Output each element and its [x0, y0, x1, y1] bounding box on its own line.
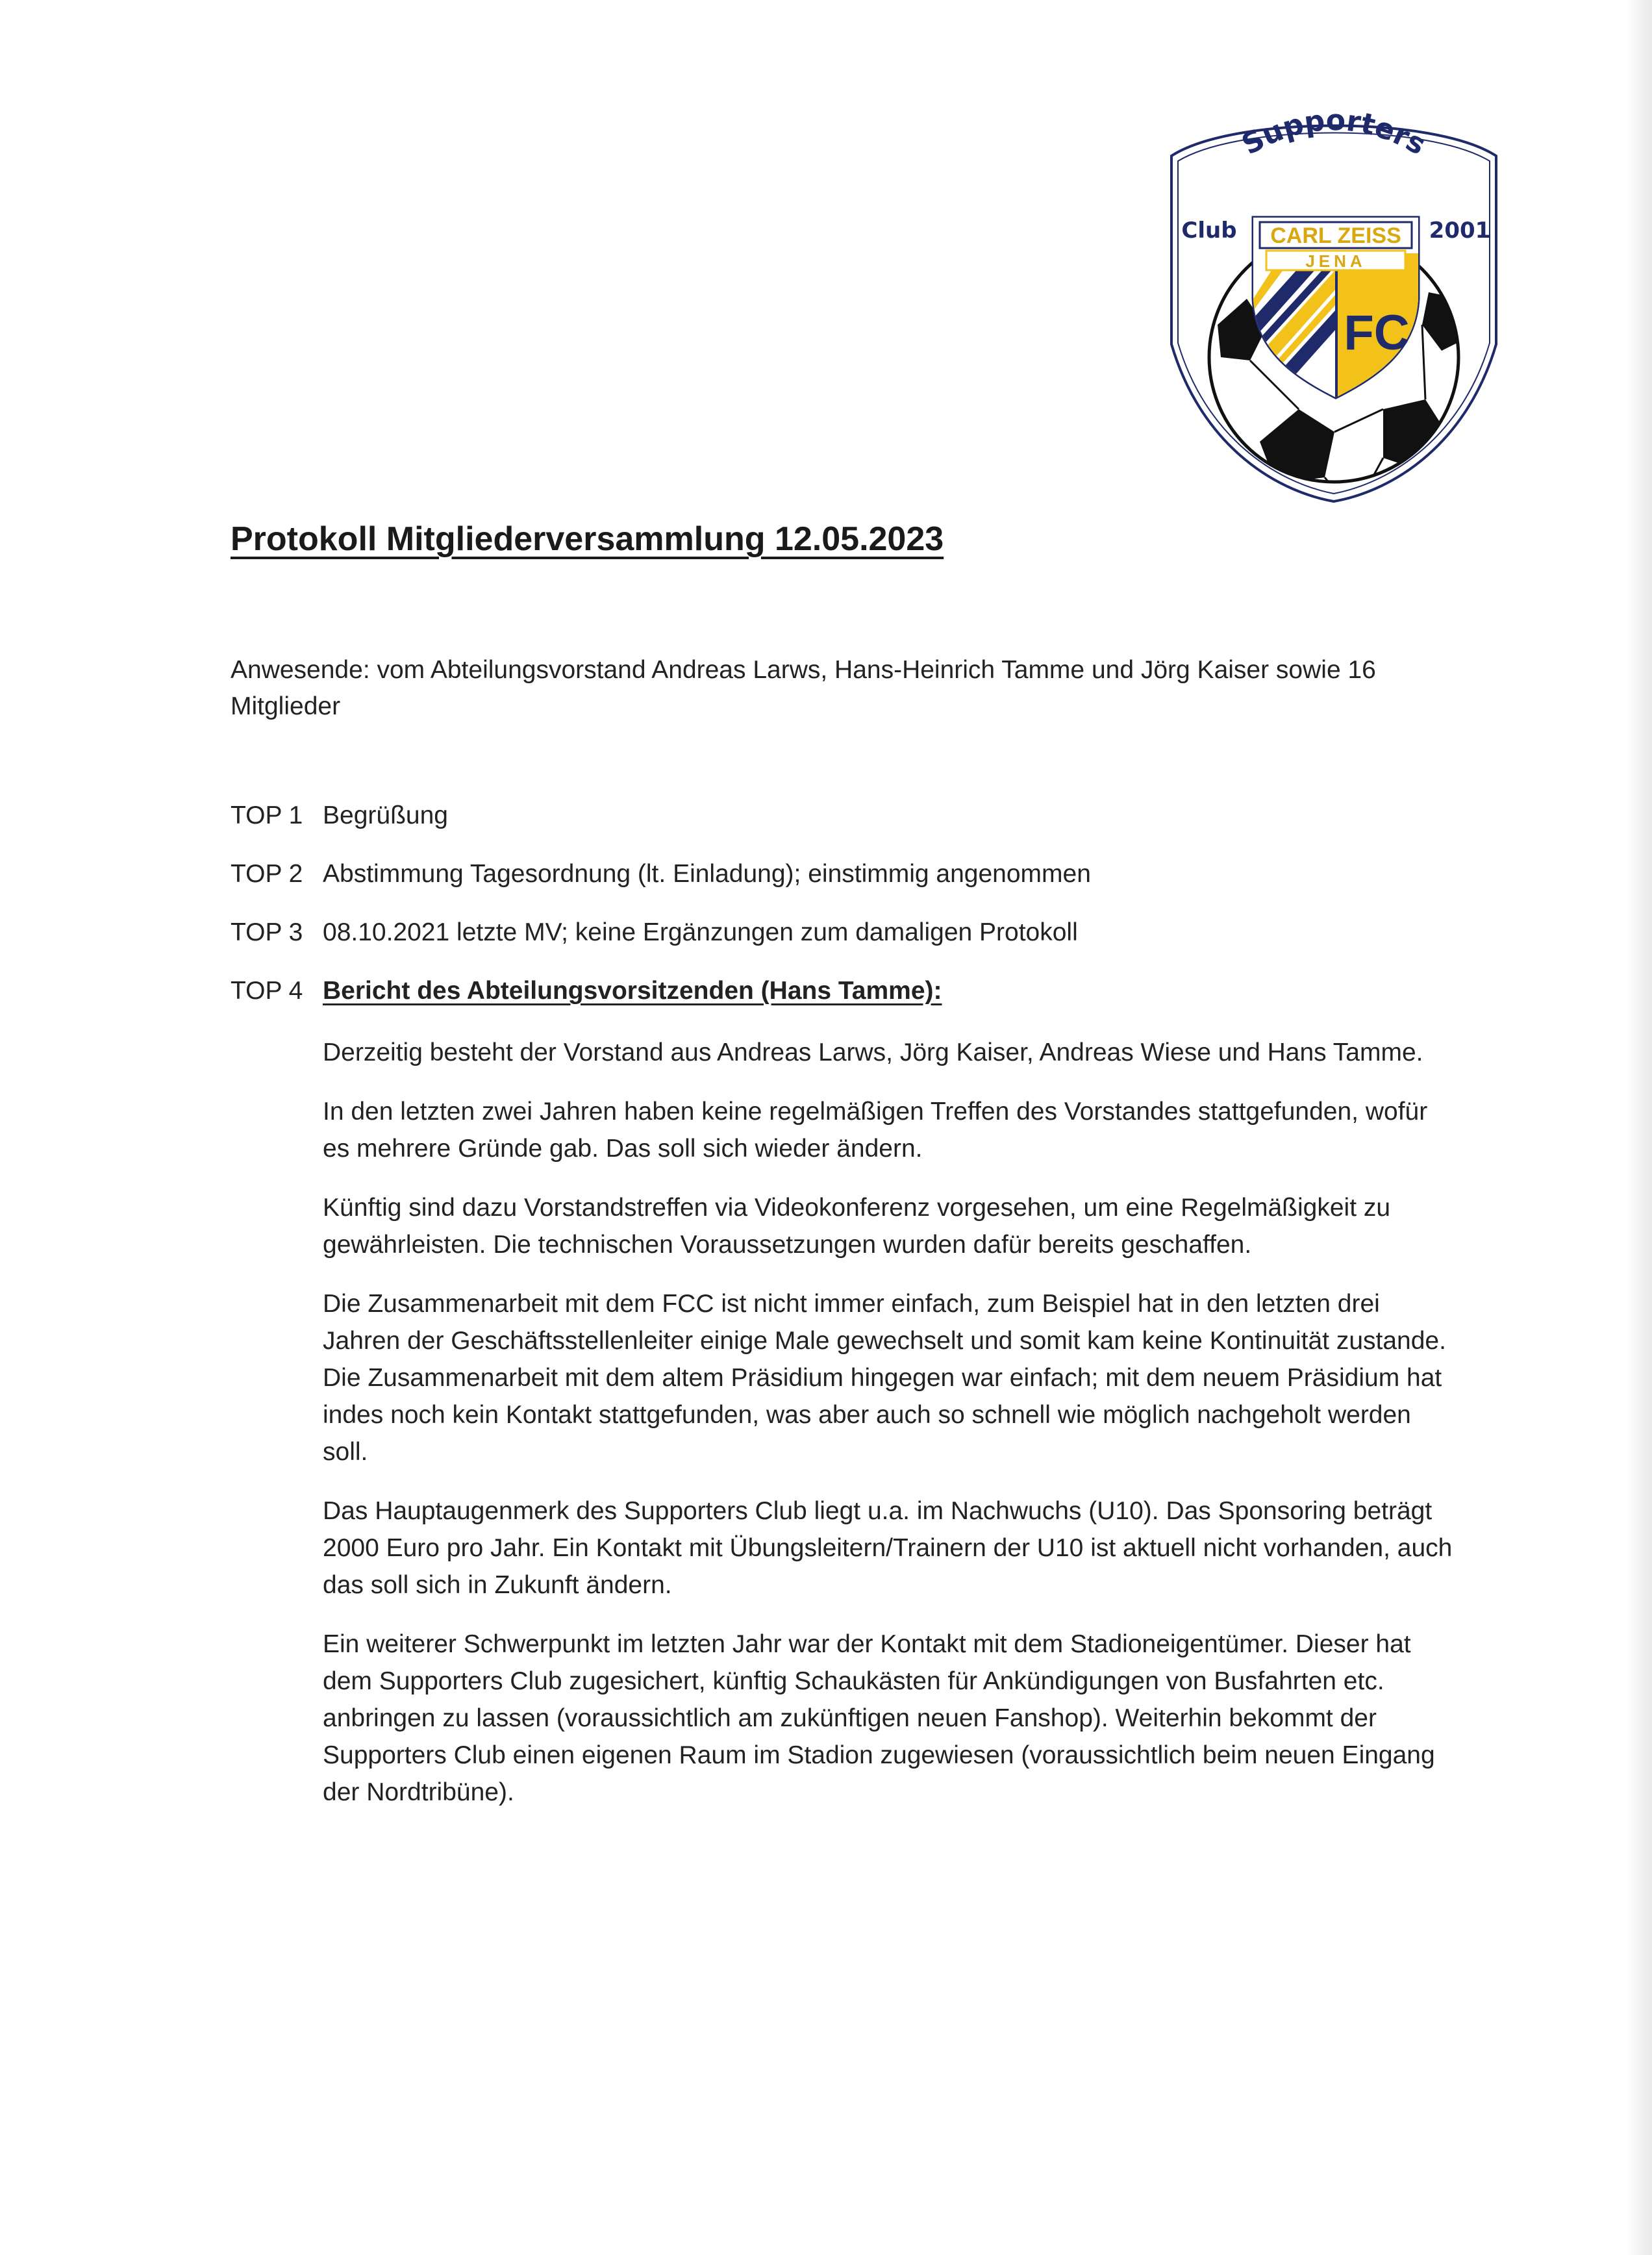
agenda-item-number: TOP 2	[231, 860, 303, 888]
report-paragraph: Künftig sind dazu Vorstandstreffen via Videokonferenz vorgesehen, um eine Regelmäßigkeit zu gewährleisten. Die technischen Voraussetzungen wurden dafür bereits geschaffen.	[323, 1194, 1391, 1259]
agenda-item-number: TOP 1	[231, 801, 303, 829]
report-paragraph: Das Hauptaugenmerk des Supporters Club liegt u.a. im Nachwuchs (U10). Das Sponsoring beträgt 2000 Euro pro Jahr. Ein Kontakt mit Übungsleitern/Trainern der U10 ist aktuell nicht vorhanden, auch das soll sich in Zukunft ändern.	[323, 1497, 1453, 1599]
agenda-list	[231, 798, 1464, 1031]
report-paragraph: Die Zusammenarbeit mit dem FCC ist nicht immer einfach, zum Beispiel hat in den letzten drei Jahren der Geschäftsstellenleiter einige Male gewechselt und somit kam keine Kontinuität zustande. Die Zusammenarbeit mit dem altem Präsidium hingegen war einfach; mit dem neuem Präsidium hat indes noch kein Kontakt stattgefunden, was aber auch so schnell wie möglich nachgeholt werden soll.	[323, 1290, 1446, 1466]
attendees-text: Anwesende: vom Abteilungsvorstand Andreas Larws, Hans-Heinrich Tamme und Jörg Kaiser sowie 16 Mitglieder	[231, 656, 1376, 720]
agenda-item-text: Abstimmung Tagesordnung (lt. Einladung); einstimmig angenommen	[323, 860, 1091, 888]
agenda-item	[231, 973, 1464, 1009]
logo-fc-text: FC	[1344, 305, 1410, 360]
logo-jena-text: JENA	[1305, 251, 1366, 271]
report-paragraph: Ein weiterer Schwerpunkt im letzten Jahr war der Kontakt mit dem Stadioneigentümer. Dieser hat dem Supporters Club zugesichert, künftig Schaukästen für Ankündigungen von Busfahrten etc. anbringen zu lassen (voraussichtlich am zukünftigen neuen Fanshop). Weiterhin bekommt der Supporters Club einen eigenen Raum im Stadion zugewiesen (voraussichtlich beim neuen Eingang der Nordtribüne).	[323, 1630, 1435, 1806]
logo-carl-zeiss-text: CARL ZEISS	[1270, 223, 1401, 248]
club-logo	[1162, 104, 1505, 507]
logo-club-text: Club	[1181, 218, 1237, 244]
report-paragraph: In den letzten zwei Jahren haben keine regelmäßigen Treffen des Vorstandes stattgefunden, wofür es mehrere Gründe gab. Das soll sich wieder ändern.	[323, 1098, 1428, 1163]
agenda-item-heading: Bericht des Abteilungsvorsitzenden (Hans Tamme):	[323, 977, 942, 1005]
logo-supporters-text: Supporters	[1236, 104, 1432, 162]
agenda-item-text: Begrüßung	[323, 801, 448, 829]
agenda-item-number: TOP 4	[231, 977, 303, 1005]
logo-year-text: 2001	[1429, 218, 1491, 244]
report-paragraph: Derzeitig besteht der Vorstand aus Andreas Larws, Jörg Kaiser, Andreas Wiese und Hans Tamme.	[323, 1039, 1423, 1066]
agenda-item	[231, 856, 1464, 892]
agenda-item-text: 08.10.2021 letzte MV; keine Ergänzungen zum damaligen Protokoll	[323, 918, 1078, 946]
agenda-item-number: TOP 3	[231, 918, 303, 946]
document-title: Protokoll Mitgliederversammlung 12.05.2023	[231, 520, 944, 558]
agenda-item	[231, 914, 1464, 951]
agenda-item	[231, 798, 1464, 834]
page-edge-shadow	[1626, 0, 1652, 2255]
report-section	[323, 1034, 1456, 1833]
